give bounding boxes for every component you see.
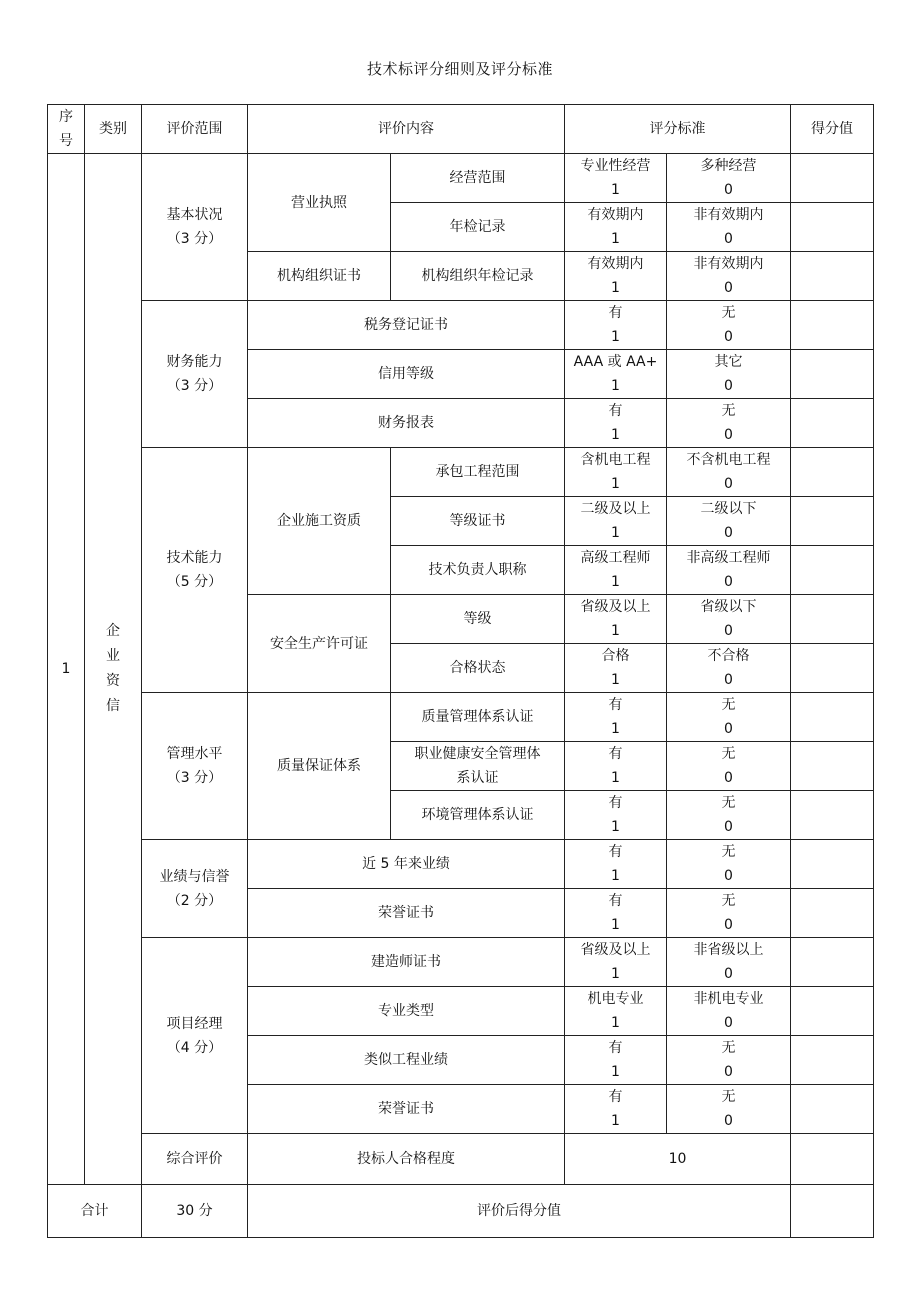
sub-scope: 质量保证体系	[248, 693, 391, 840]
score-cell[interactable]	[791, 1134, 874, 1185]
standard-fail: 非有效期内 0	[667, 252, 791, 301]
item-content: 建造师证书	[248, 938, 565, 987]
sub-scope: 安全生产许可证	[248, 595, 391, 693]
table-row	[48, 448, 874, 497]
sub-scope: 营业执照	[248, 154, 391, 252]
item-content: 专业类型	[248, 987, 565, 1036]
total-content: 评价后得分值	[248, 1185, 791, 1238]
scoring-table	[47, 104, 874, 1238]
standard-fail: 无 0	[667, 791, 791, 840]
standard-fail: 无 0	[667, 301, 791, 350]
standard-fail: 无 0	[667, 742, 791, 791]
standard-pass: 省级及以上 1	[565, 595, 667, 644]
standard-fail: 非高级工程师 0	[667, 546, 791, 595]
score-cell[interactable]	[791, 791, 874, 840]
item-content: 质量管理体系认证	[391, 693, 565, 742]
standard-pass: 机电专业 1	[565, 987, 667, 1036]
standard-pass: 有效期内 1	[565, 203, 667, 252]
overall-content: 投标人合格程度	[248, 1134, 565, 1185]
item-content: 承包工程范围	[391, 448, 565, 497]
item-content: 环境管理体系认证	[391, 791, 565, 840]
table-row	[48, 154, 874, 203]
item-content: 技术负责人职称	[391, 546, 565, 595]
score-cell[interactable]	[791, 1036, 874, 1085]
table-row	[48, 301, 874, 350]
table-row	[48, 693, 874, 742]
standard-fail: 多种经营 0	[667, 154, 791, 203]
item-content: 类似工程业绩	[248, 1036, 565, 1085]
header-score: 得分值	[791, 105, 874, 154]
section-scope: 财务能力 （3 分）	[142, 301, 248, 448]
standard-fail: 非有效期内 0	[667, 203, 791, 252]
item-content: 荣誉证书	[248, 1085, 565, 1134]
score-cell[interactable]	[791, 840, 874, 889]
standard-pass: AAA 或 AA+ 1	[565, 350, 667, 399]
score-cell[interactable]	[791, 889, 874, 938]
score-cell[interactable]	[791, 693, 874, 742]
group-seq: 1	[48, 154, 85, 1185]
item-content: 等级证书	[391, 497, 565, 546]
standard-pass: 有 1	[565, 791, 667, 840]
standard-pass: 二级及以上 1	[565, 497, 667, 546]
standard-pass: 专业性经营 1	[565, 154, 667, 203]
standard-fail: 无 0	[667, 840, 791, 889]
table-row	[48, 840, 874, 889]
standard-pass: 有 1	[565, 889, 667, 938]
total-row	[48, 1185, 874, 1238]
standard-fail: 无 0	[667, 889, 791, 938]
group-type: 企 业 资 信	[85, 154, 142, 1185]
score-cell[interactable]	[791, 448, 874, 497]
item-content: 信用等级	[248, 350, 565, 399]
header-content: 评价内容	[248, 105, 565, 154]
total-points: 30 分	[142, 1185, 248, 1238]
sub-scope: 机构组织证书	[248, 252, 391, 301]
document-title: 技术标评分细则及评分标准	[366, 60, 553, 78]
section-scope: 技术能力 （5 分）	[142, 448, 248, 693]
standard-pass: 有 1	[565, 1085, 667, 1134]
standard-pass: 有 1	[565, 840, 667, 889]
total-score-cell[interactable]	[791, 1185, 874, 1238]
standard-fail: 无 0	[667, 399, 791, 448]
standard-fail: 不合格 0	[667, 644, 791, 693]
standard-pass: 高级工程师 1	[565, 546, 667, 595]
standard-pass: 有 1	[565, 742, 667, 791]
item-content: 近 5 年来业绩	[248, 840, 565, 889]
section-scope: 业绩与信誉 （2 分）	[142, 840, 248, 938]
standard-fail: 无 0	[667, 1036, 791, 1085]
section-scope: 项目经理 （4 分）	[142, 938, 248, 1134]
standard-pass: 有 1	[565, 399, 667, 448]
standard-fail: 无 0	[667, 693, 791, 742]
standard-fail: 二级以下 0	[667, 497, 791, 546]
standard-fail: 非省级以上 0	[667, 938, 791, 987]
header-row	[48, 105, 874, 154]
item-content: 职业健康安全管理体 系认证	[391, 742, 565, 791]
score-cell[interactable]	[791, 203, 874, 252]
header-standard: 评分标准	[565, 105, 791, 154]
score-cell[interactable]	[791, 350, 874, 399]
header-type: 类别	[85, 105, 142, 154]
standard-fail: 无 0	[667, 1085, 791, 1134]
item-content: 财务报表	[248, 399, 565, 448]
standard-pass: 有 1	[565, 693, 667, 742]
standard-fail: 不含机电工程 0	[667, 448, 791, 497]
score-cell[interactable]	[791, 644, 874, 693]
header-scope: 评价范围	[142, 105, 248, 154]
standard-pass: 含机电工程 1	[565, 448, 667, 497]
item-content: 年检记录	[391, 203, 565, 252]
score-cell[interactable]	[791, 154, 874, 203]
score-cell[interactable]	[791, 742, 874, 791]
standard-pass: 有 1	[565, 301, 667, 350]
standard-pass: 有效期内 1	[565, 252, 667, 301]
item-content: 税务登记证书	[248, 301, 565, 350]
overall-scope: 综合评价	[142, 1134, 248, 1185]
section-scope: 管理水平 （3 分）	[142, 693, 248, 840]
item-content: 等级	[391, 595, 565, 644]
table-row	[48, 938, 874, 987]
standard-fail: 省级以下 0	[667, 595, 791, 644]
score-cell[interactable]	[791, 301, 874, 350]
item-content: 合格状态	[391, 644, 565, 693]
score-cell[interactable]	[791, 1085, 874, 1134]
total-label: 合计	[48, 1185, 142, 1238]
section-scope: 基本状况 （3 分）	[142, 154, 248, 301]
score-cell[interactable]	[791, 546, 874, 595]
overall-row	[48, 1134, 874, 1185]
score-cell[interactable]	[791, 595, 874, 644]
score-cell[interactable]	[791, 987, 874, 1036]
item-content: 荣誉证书	[248, 889, 565, 938]
score-cell[interactable]	[791, 399, 874, 448]
standard-pass: 合格 1	[565, 644, 667, 693]
sub-scope: 企业施工资质	[248, 448, 391, 595]
item-content: 机构组织年检记录	[391, 252, 565, 301]
item-content: 经营范围	[391, 154, 565, 203]
overall-value: 10	[565, 1134, 791, 1185]
score-cell[interactable]	[791, 252, 874, 301]
score-cell[interactable]	[791, 497, 874, 546]
standard-fail: 其它 0	[667, 350, 791, 399]
standard-pass: 有 1	[565, 1036, 667, 1085]
standard-pass: 省级及以上 1	[565, 938, 667, 987]
header-seq: 序 号	[48, 105, 85, 154]
score-cell[interactable]	[791, 938, 874, 987]
standard-fail: 非机电专业 0	[667, 987, 791, 1036]
